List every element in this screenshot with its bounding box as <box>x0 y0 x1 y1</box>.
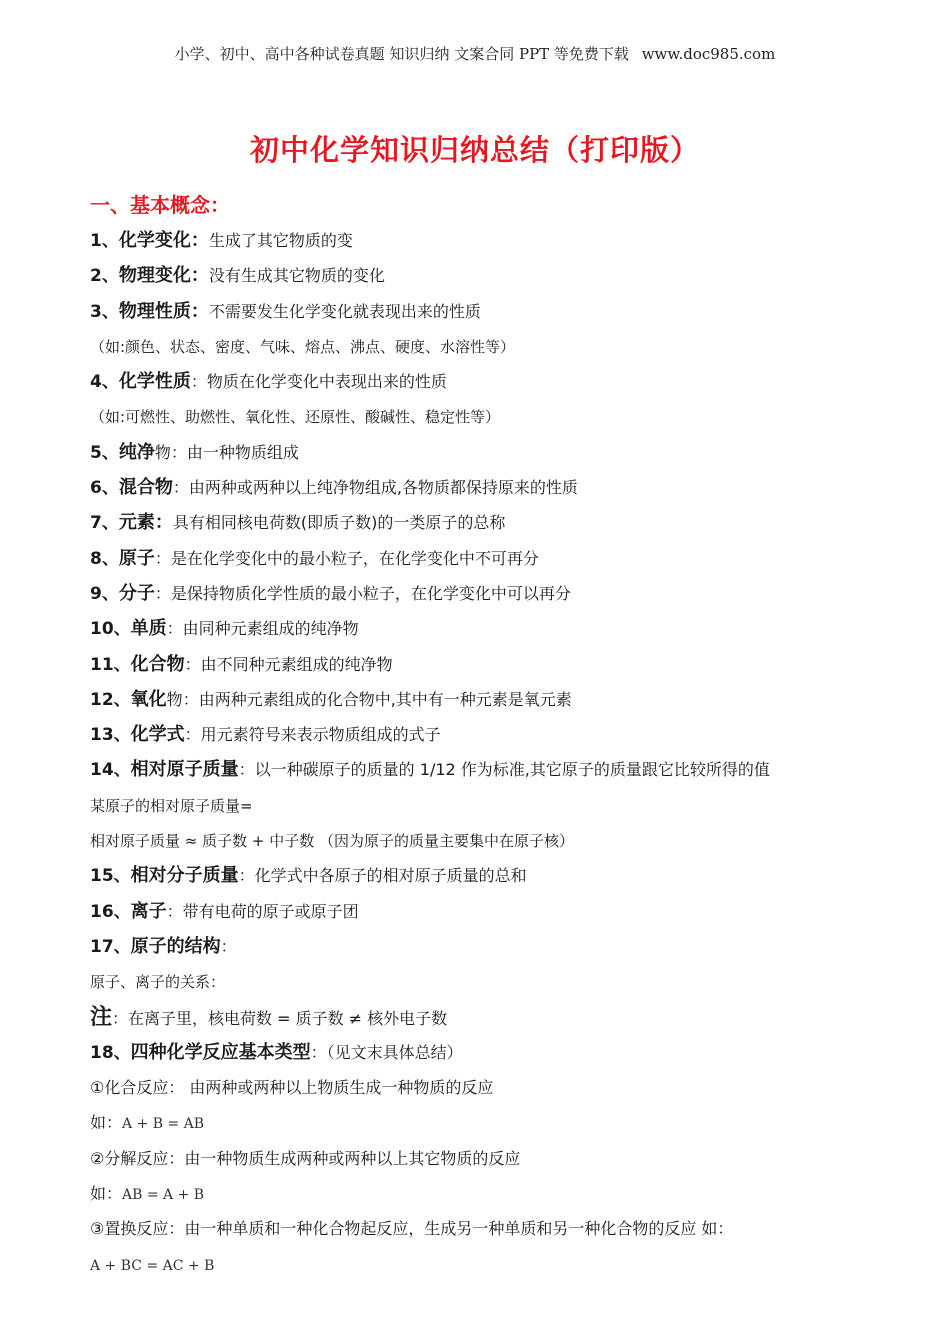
item-desc: ：由同种元素组成的纯净物 <box>166 619 359 639</box>
item-desc: ：由不同种元素组成的纯净物 <box>184 654 393 674</box>
item-number: 2、 <box>90 266 119 287</box>
item-term: 分子 <box>118 582 155 604</box>
example-formula: A + B = AB <box>122 1116 205 1133</box>
item-number: 1、 <box>90 231 119 251</box>
item-desc: 具有相同核电荷数(即质子数)的一类原子的总称 <box>172 513 506 533</box>
concept-line <box>90 369 910 404</box>
example-line <box>90 1252 910 1287</box>
concept-line <box>90 299 910 334</box>
item-number: 11、 <box>90 654 131 675</box>
example-line <box>90 1110 910 1145</box>
header-url[interactable]: www.doc985.com <box>641 45 776 63</box>
item-term-suffix: 物 <box>166 689 183 709</box>
concept-line <box>90 899 910 934</box>
item-term: 单质 <box>130 618 167 640</box>
concept-line <box>90 722 910 757</box>
concept-line <box>90 1040 910 1075</box>
example-formula: A + BC = AC + B <box>90 1257 215 1274</box>
item-text: 原子、离子的关系： <box>90 973 226 992</box>
item-term: 原子的结构 <box>130 935 221 957</box>
item-desc: ：由两种或两种以上纯净物组成,各物质都保持原来的性质 <box>172 478 578 498</box>
document-title: 初中化学知识归纳总结（打印版） <box>249 133 700 167</box>
item-term: 化学性质 <box>118 371 191 393</box>
example-line <box>90 1181 910 1216</box>
item-number: 5、 <box>90 442 119 463</box>
concept-text-line <box>90 793 910 828</box>
item-number: 13、 <box>90 725 131 746</box>
concept-line <box>90 510 910 545</box>
item-number: 3、 <box>90 301 119 322</box>
example-formula: AB = A + B <box>122 1187 205 1204</box>
item-term: 氧化 <box>130 688 167 710</box>
concept-line <box>90 228 910 263</box>
item-term: 纯净 <box>118 441 155 463</box>
item-desc: 没有生成其它物质的变化 <box>208 266 385 286</box>
concept-note-line <box>90 404 910 439</box>
item-term: 相对分子质量 <box>130 865 239 887</box>
item-term-suffix: 物 <box>154 442 171 462</box>
item-number: 14、 <box>90 760 131 781</box>
reaction-line <box>90 1075 910 1110</box>
note-line <box>90 1005 910 1040</box>
concept-line <box>90 863 910 898</box>
item-desc: ：以一种碳原子的质量的 1/12 作为标准,其它原子的质量跟它比较所得的值 <box>238 760 770 780</box>
item-term: 原子 <box>118 547 155 569</box>
item-number: 8、 <box>90 548 119 569</box>
concept-line <box>90 934 910 969</box>
item-desc: ：是在化学变化中的最小粒子，在化学变化中不可再分 <box>154 548 539 568</box>
item-term: 化合物 <box>130 653 185 675</box>
item-number: 16、 <box>90 901 131 922</box>
note-label: 注 <box>90 1004 113 1030</box>
item-desc: ：化学式中各原子的相对原子质量的总和 <box>238 866 527 886</box>
item-number: 18、 <box>90 1042 131 1063</box>
reaction-line <box>90 1216 910 1251</box>
item-term: 四种化学反应基本类型 <box>130 1041 311 1063</box>
item-term: 化学式 <box>130 724 185 746</box>
reaction-text: ③置换反应：由一种单质和一种化合物起反应，生成另一种单质和另一种化合物的反应 如： <box>90 1219 734 1239</box>
page-header <box>0 43 950 64</box>
item-term: 混合物 <box>118 477 173 499</box>
concept-line <box>90 546 910 581</box>
item-number: 7、 <box>90 513 119 534</box>
item-term: 物理变化： <box>118 265 209 287</box>
item-number: 10、 <box>90 619 131 640</box>
concept-line <box>90 263 910 298</box>
concept-line <box>90 652 910 687</box>
reaction-text: ①化合反应： 由两种或两种以上物质生成一种物质的反应 <box>90 1078 494 1098</box>
item-number: 15、 <box>90 866 131 887</box>
reaction-text: ②分解反应：由一种物质生成两种或两种以上其它物质的反应 <box>90 1148 521 1168</box>
item-term: 离子 <box>130 900 167 922</box>
item-desc: ：用元素符号来表示物质组成的式子 <box>184 725 441 745</box>
concept-line <box>90 757 910 792</box>
item-number: 9、 <box>90 583 119 604</box>
item-desc: ：由一种物质组成 <box>170 442 299 462</box>
concept-text-line <box>90 969 910 1004</box>
example-label: 如： <box>90 1113 123 1133</box>
item-desc: 生成了其它物质的变 <box>208 231 353 250</box>
item-desc: ：带有电荷的原子或原子团 <box>166 901 359 921</box>
item-text: 某原子的相对原子质量= <box>90 796 253 815</box>
section-heading: 一、基本概念： <box>90 193 230 217</box>
concept-note-line <box>90 334 910 369</box>
item-desc: ：由两种元素组成的化合物中,其中有一种元素是氧元素 <box>182 689 572 709</box>
concept-line <box>90 616 910 651</box>
item-desc: ：（见文末具体总结） <box>310 1042 463 1062</box>
item-note: （如:颜色、状态、密度、气味、熔点、沸点、硬度、水溶性等） <box>90 337 516 356</box>
example-label: 如： <box>90 1184 123 1204</box>
concept-text-line <box>90 828 910 863</box>
header-text: 小学、初中、高中各种试卷真题 知识归纳 文案合同 PPT 等免费下载 <box>174 45 629 63</box>
item-number: 17、 <box>90 936 131 957</box>
item-number: 12、 <box>90 689 131 710</box>
concept-line <box>90 687 910 722</box>
item-desc: ： <box>220 936 237 956</box>
item-text: 相对原子质量 ≈ 质子数 + 中子数 （因为原子的质量主要集中在原子核） <box>90 832 574 851</box>
item-desc: ：是保持物质化学性质的最小粒子，在化学变化中可以再分 <box>154 583 571 603</box>
concept-list <box>90 228 910 1287</box>
item-note: （如:可燃性、助燃性、氧化性、还原性、酸碱性、稳定性等） <box>90 408 501 427</box>
note-text: ：在离子里，核电荷数 = 质子数 ≠ 核外电子数 <box>112 1008 448 1028</box>
concept-line <box>90 581 910 616</box>
concept-line <box>90 475 910 510</box>
reaction-line <box>90 1146 910 1181</box>
item-term: 物理性质： <box>118 300 209 322</box>
item-number: 6、 <box>90 478 119 499</box>
concept-line <box>90 440 910 475</box>
item-desc: 不需要发生化学变化就表现出来的性质 <box>208 301 481 321</box>
item-term: 化学变化： <box>118 230 209 251</box>
item-term: 元素： <box>118 512 173 534</box>
item-number: 4、 <box>90 372 119 393</box>
item-term: 相对原子质量 <box>130 759 239 781</box>
item-desc: ：物质在化学变化中表现出来的性质 <box>190 372 447 392</box>
